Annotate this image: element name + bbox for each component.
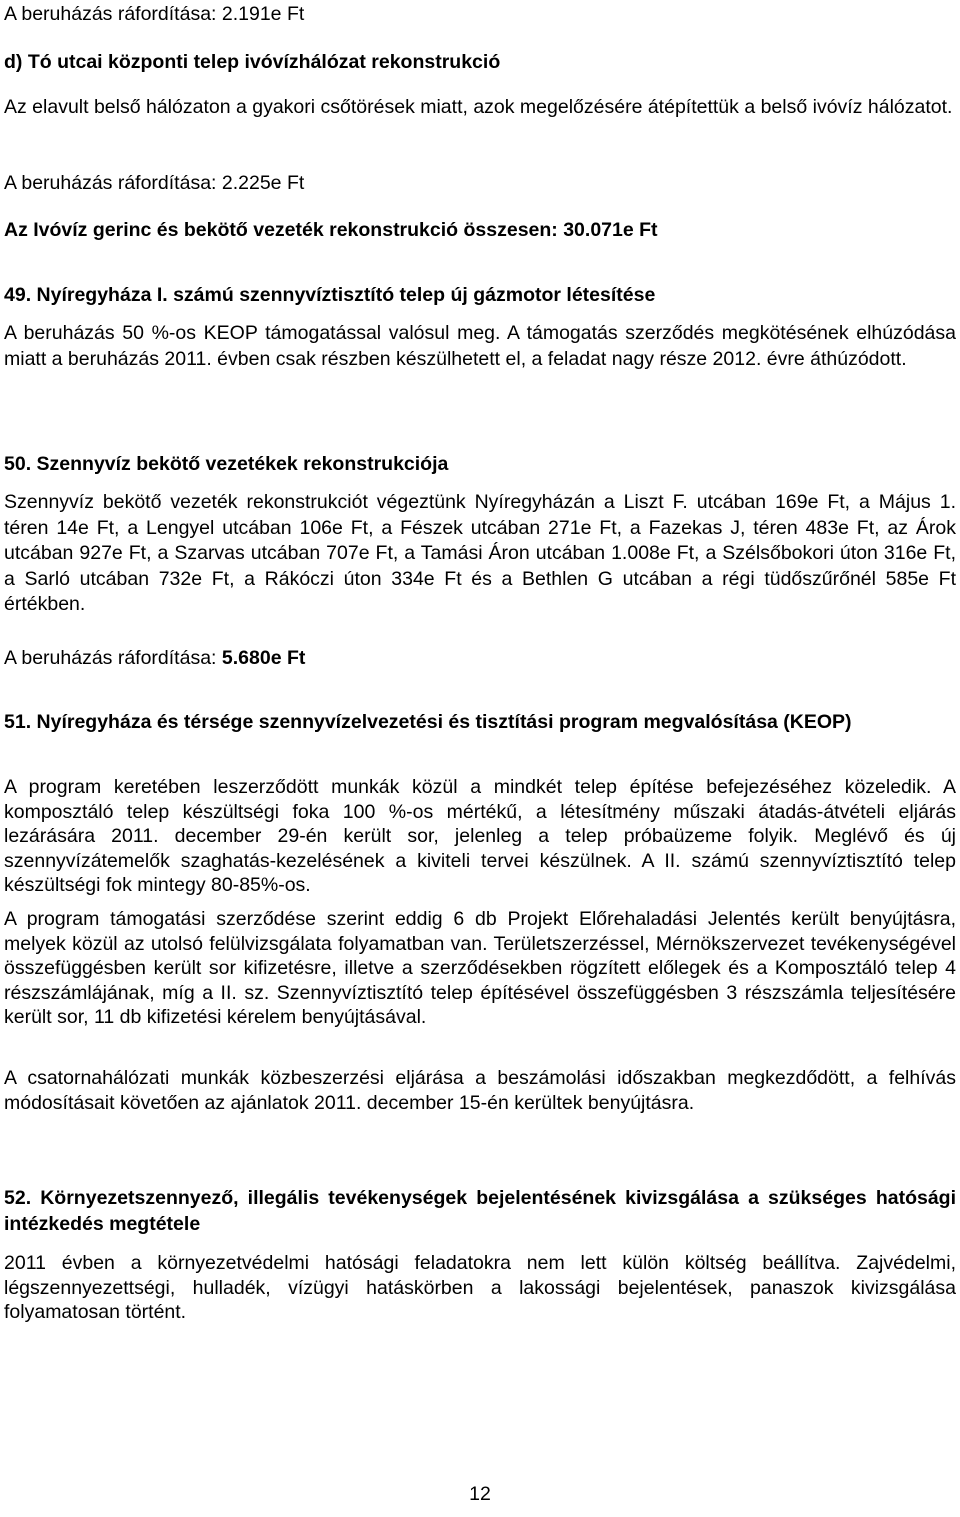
s52-body: 2011 évben a környezetvédelmi hatósági feladatokra nem lett külön költség beállítva. Zajvédelmi, légszennyezettségi, hulladék, vízügyi hatáskörben a lakossági bejelentések, panaszok kivizsgálása folyamatosan történt. [4, 1252, 956, 1323]
s51-p1: A program keretében leszerződött munkák közül a mindkét telep építése befejezéséhez közeledik. A komposztáló telep készültségi foka 100 %-os mértékű, a létesítmény műszaki átadás-átvételi eljárás lezárására 2011. december 29-én került sor, jelenleg a telep próbaüzeme folyik. Meglévő és új szennyvízátemelők szaghatás-kezelésének a kiviteli tervei készülnek. A II. számú szennyvíztisztító telep készültségi fok mintegy 80-85%-os. [4, 776, 956, 896]
s50-body: Szennyvíz bekötő vezeték rekonstrukciót végeztünk Nyíregyházán a Liszt F. utcában 169e Ft, a Május 1. téren 14e Ft, a Lengyel utcában 106e Ft, a Fészek utcában 271e Ft, a Fazekas J, téren 483e Ft, az Árok utcában 927e Ft, a Szarvas utcában 707e Ft, a Tamási Áron utcában 1.008e Ft, a Szélsőbokori úton 316e Ft, a Sarló utcában 732e Ft, a Rákóczi úton 334e Ft és a Bethlen G utcában a régi tüdőszűrőnél 585e Ft értékben. [4, 491, 956, 615]
s48d-cost: A beruházás ráfordítása: 2.225e Ft [4, 172, 305, 194]
s51-title: 51. Nyíregyháza és térsége szennyvízelvezetési és tisztítási program megvalósítása (KEOP) [4, 711, 852, 733]
s50-cost-value: 5.680e Ft [221, 647, 306, 669]
page-number: 12 [469, 1483, 491, 1505]
s49-body: A beruházás 50 %-os KEOP támogatással valósul meg. A támogatás szerződés megkötésének elhúzódása miatt a beruházás 2011. évben csak részben készülhetett el, a feladat nagy része 2012. évre áthúzódott. [4, 322, 956, 370]
s48-cost-top: A beruházás ráfordítása: 2.191e Ft [4, 3, 305, 25]
s52-title: 52. Környezetszennyező, illegális tevékenységek bejelentésének kivizsgálása a szükséges hatósági intézkedés megtétele [4, 1187, 956, 1235]
s50-cost-label: A beruházás ráfordítása: [4, 647, 222, 669]
s48d-title: d) Tó utcai központi telep ivóvízhálózat rekonstrukció [4, 51, 501, 73]
s48d-body: Az elavult belső hálózaton a gyakori csőtörések miatt, azok megelőzésére átépítettük a belső ivóvíz hálózatot. [4, 96, 953, 118]
s49-title: 49. Nyíregyháza I. számú szennyvíztisztító telep új gázmotor létesítése [4, 284, 656, 306]
s51-p2: A program támogatási szerződése szerint eddig 6 db Projekt Előrehaladási Jelentés került benyújtásra, melyek közül az utolsó felülvizsgálata folyamatban van. Területszerzéssel, Mérnökszervezet tevékenységével összefüggésben került sor kifizetésre, illetve a szerződésekben rögzített előlegek és a Komposztáló telep 4 részszámlájának, míg a II. sz. Szennyvíztisztító telep építésével összefüggésben 3 részszámla teljesítésére került sor, 11 db kifizetési kérelem benyújtásával. [4, 908, 956, 1028]
s51-p3: A csatornahálózati munkák közbeszerzési eljárása a beszámolási időszakban megkezdődött, a felhívás módosításait követően az ajánlatok 2011. december 15-én kerültek benyújtásra. [4, 1067, 956, 1114]
s48-total: Az Ivóvíz gerinc és bekötő vezeték rekonstrukció összesen: 30.071e Ft [4, 219, 658, 241]
s50-cost [4, 646, 305, 670]
s50-title: 50. Szennyvíz bekötő vezetékek rekonstrukciója [4, 453, 449, 475]
